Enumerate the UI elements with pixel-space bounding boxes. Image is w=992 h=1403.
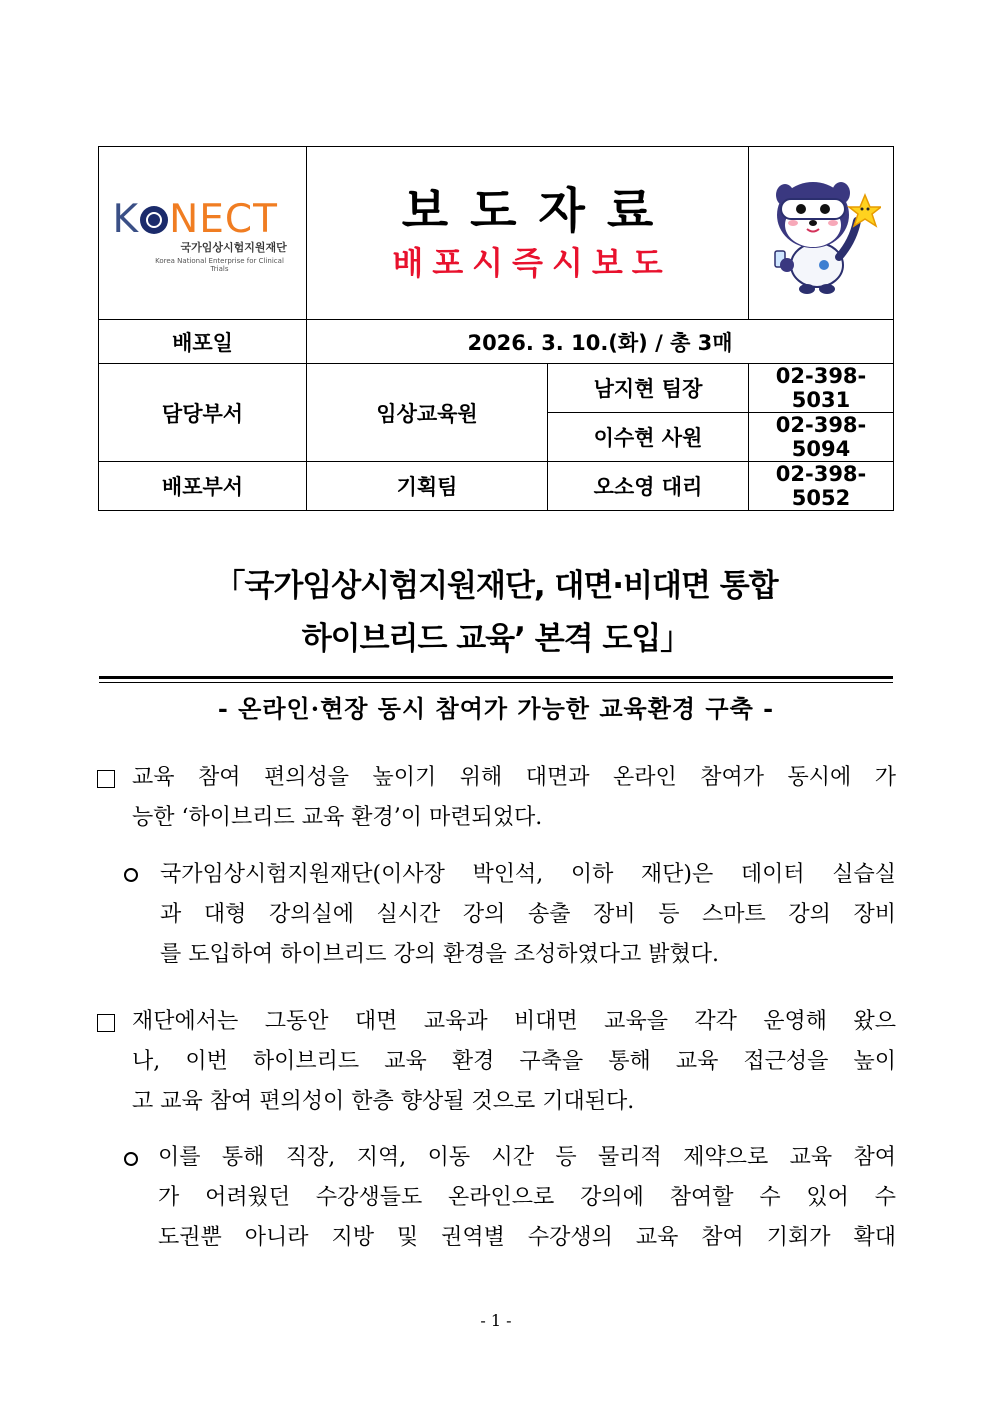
contact-name: 이수현 사원 <box>548 413 749 462</box>
checkbox-bullet-icon <box>97 1014 115 1032</box>
distribution-date-value: 2026. 3. 10.(화) / 총 3매 <box>307 320 894 364</box>
contact-phone: 02-398-5094 <box>749 413 894 462</box>
paragraph-1-cont: 능한 ‘하이브리드 교육 환경’이 마련되었다. <box>132 805 543 830</box>
dist-contact-phone: 02-398-5052 <box>749 462 894 511</box>
paragraph-2: 재단에서는 그동안 대면 교육과 비대면 교육을 각각 운영해 왔으 나, 이번 하이브리드 교육 환경 구축을 통해 교육 접근성을 높이 <box>132 1009 896 1074</box>
circle-bullet-icon <box>124 1152 138 1166</box>
press-release-title: 보도자료 <box>401 183 676 239</box>
paragraph-1: 교육 참여 편의성을 높이기 위해 대면과 온라인 참여가 동시에 가 <box>132 765 896 790</box>
dist-dept-value: 기획팀 <box>307 462 548 511</box>
article-subtitle: - 온라인·현장 동시 참여가 가능한 교육환경 구축 - <box>217 694 775 723</box>
title-cell <box>307 147 749 320</box>
paragraph-1a: 국가임상시험지원재단(이사장 박인석, 이하 재단)은 데이터 실습실 과 대형 강의실에 실시간 강의 송출 장비 등 스마트 강의 장비 <box>160 862 896 927</box>
logo-cell <box>99 147 307 320</box>
contact-name: 남지현 팀장 <box>548 364 749 413</box>
dept-value: 임상교육원 <box>307 364 548 462</box>
contact-phone: 02-398-5031 <box>749 364 894 413</box>
circle-bullet-icon <box>124 868 138 882</box>
checkbox-bullet-icon <box>97 770 115 788</box>
distribution-date-label: 배포일 <box>99 320 307 364</box>
title-divider <box>99 676 893 679</box>
press-header-table <box>98 146 894 511</box>
article-title-line2: 하이브리드 교육’ 본격 도입」 <box>301 621 691 657</box>
dist-contact-name: 오소영 대리 <box>548 462 749 511</box>
article-title-line1: 「국가임상시험지원재단, 대면·비대면 통합 <box>214 568 778 604</box>
release-timing: 배포시즉시보도 <box>392 244 672 282</box>
globe-icon <box>140 206 168 234</box>
konect-logo: K NECT 국가임상시험지원재단 Korea National Enterprise for Clinical Trials <box>113 193 293 273</box>
paragraph-1a-last: 를 도입하여 하이브리드 강의 환경을 조성하였다고 밝혔다. <box>160 942 720 967</box>
dept-label: 담당부서 <box>99 364 307 462</box>
title-divider-thin <box>99 682 893 683</box>
paragraph-2-last: 고 교육 참여 편의성이 한층 향상될 것으로 기대된다. <box>132 1089 635 1114</box>
paragraph-2a: 이를 통해 직장, 지역, 이동 시간 등 물리적 제약으로 교육 참여 가 어려웠던 수강생들도 온라인으로 강의에 참여할 수 있어 수 도권뿐 아니라 지방 및 권역별 수강생의 교육 참여 기회가 확대 <box>158 1145 896 1250</box>
mascot-icon <box>761 165 881 297</box>
page-number: - 1 - <box>480 1311 512 1330</box>
logo-korean-text: 국가임상시험지원재단 <box>180 241 287 254</box>
mascot-cell <box>749 147 894 320</box>
logo-english-text: Korea National Enterprise for Clinical Trials <box>155 257 284 273</box>
dist-dept-label: 배포부서 <box>99 462 307 511</box>
